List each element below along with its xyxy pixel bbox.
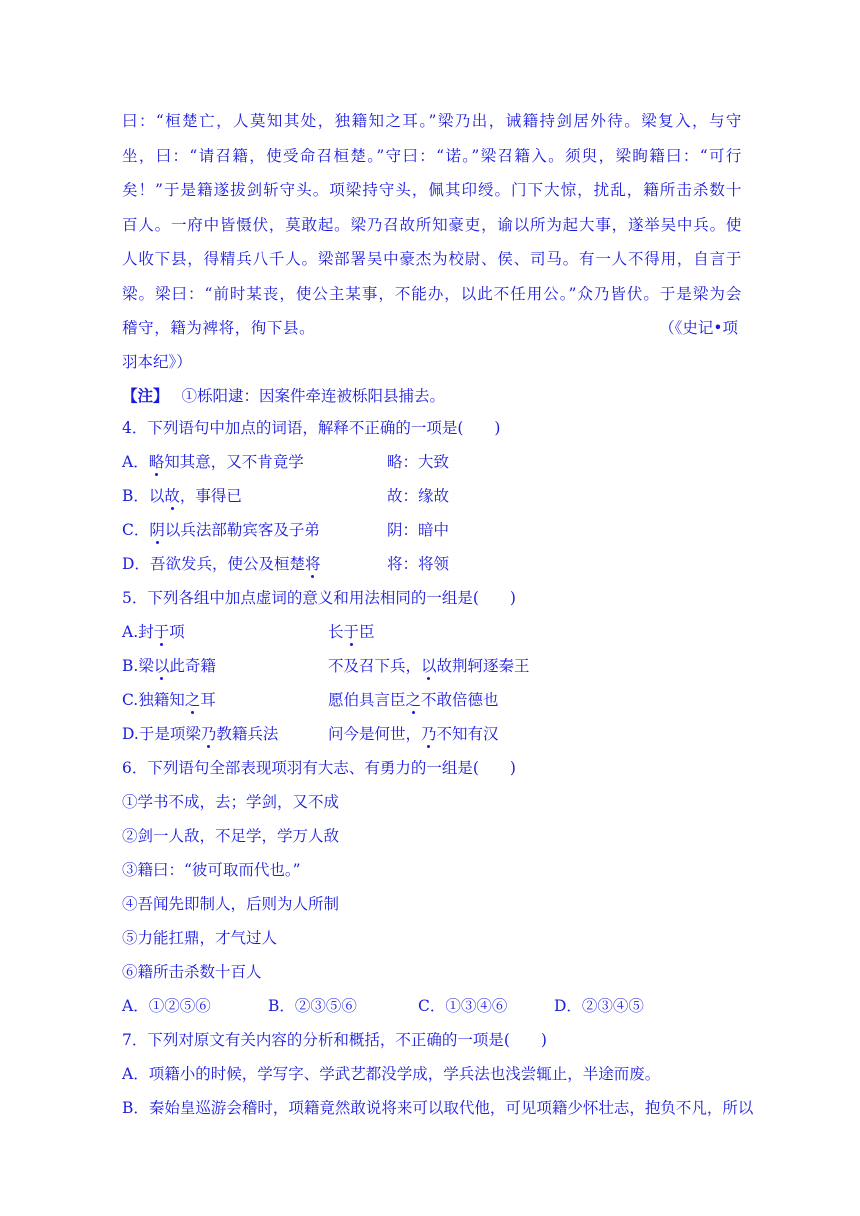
question-4-option-d	[122, 552, 450, 574]
option-text: 以兵法部勒宾客及子弟	[164, 521, 320, 539]
option-compare	[328, 722, 499, 744]
option-letter: B.	[122, 657, 139, 675]
dotted-word: 将	[304, 555, 321, 573]
question-5-option-c	[122, 688, 499, 710]
option-text: 长	[328, 623, 344, 641]
option-gloss: 阴：暗中	[387, 521, 450, 539]
question-6-item: ④吾闻先即制人，后则为人所制	[122, 895, 340, 913]
question-6-stem: 6．下列语句全部表现项羽有大志、有勇力的一组是( )	[122, 759, 516, 777]
question-6-item: ②剑一人敌，不足学，学万人敌	[122, 827, 340, 845]
question-4-option-a	[122, 450, 450, 472]
option-gloss: 略：大致	[387, 453, 450, 471]
question-5-stem: 5．下列各组中加点虚词的意义和用法相同的一组是( )	[122, 589, 516, 607]
option-text: 不敢倍德也	[421, 691, 499, 709]
option-letter: D．	[122, 555, 150, 573]
dotted-word: 阴	[149, 521, 165, 539]
option-text: 项	[169, 623, 185, 641]
question-6-item: ①学书不成，去；学剑，又不成	[122, 793, 340, 811]
dotted-word: 以	[421, 657, 437, 675]
option-text: 以	[148, 487, 165, 505]
question-5-option-a	[122, 620, 375, 642]
question-6-item: ③籍曰：“彼可取而代也。”	[122, 861, 301, 879]
option-letter: C.	[122, 691, 139, 709]
dotted-word: 以	[153, 657, 170, 675]
question-5-option-d	[122, 722, 499, 744]
dotted-word: 于	[343, 623, 360, 641]
option-text: 此奇籍	[169, 657, 216, 675]
option-letter: A.	[122, 623, 139, 641]
dotted-word: 之	[184, 691, 201, 709]
choice-d: D．②③④⑤	[554, 997, 644, 1015]
annotation-note	[122, 384, 445, 406]
source-citation-line2: 羽本纪》）	[122, 353, 192, 371]
dotted-word: 故	[164, 487, 180, 505]
question-4-option-b	[122, 484, 450, 506]
option-letter: A．	[122, 453, 149, 471]
option-compare	[328, 688, 499, 710]
question-6-item: ⑤力能扛鼎，才气过人	[122, 929, 278, 947]
option-text: 愿伯具言臣	[328, 691, 406, 709]
option-text: 于是项梁	[138, 725, 201, 743]
question-7-option-b: B．秦始皇巡游会稽时，项籍竟然敢说将来可以取代他，可见项籍少怀壮志，抱负不凡，所以	[122, 1099, 754, 1117]
option-text: 不知有汉	[436, 725, 499, 743]
option-letter: C．	[122, 521, 150, 539]
option-text: 知其意，又不肯竟学	[164, 453, 304, 471]
choice-a: A．①②⑤⑥	[122, 997, 211, 1015]
option-text: 故荆轲逐秦王	[436, 657, 530, 675]
question-4-option-c	[122, 518, 450, 540]
note-tag: 【注】	[122, 386, 169, 405]
option-gloss: 将：将领	[387, 555, 450, 573]
passage-text: 曰：“桓楚亡，人莫知其处，独籍知之耳。”梁乃出，诫籍持剑居外待。梁复入，与守坐，曰：“请召籍，使受命召桓楚。”守曰：“诺。”梁召籍入。须臾，梁眴籍曰：“可行矣！”于是籍遂拔剑斩守头。项梁持守头，佩其印绶。门下大惊，扰乱，籍所击杀数十百人。一府中皆慑伏，莫敢起。梁乃召故所知豪吏，谕以所为起大事，遂举吴中兵。使人收下县，得精兵八千人。梁部署吴中豪杰为校尉、侯、司马。有一人不得用，自言于梁。梁曰：“前时某丧，使公主某事，不能办，以此不任用公。”众乃皆伏。于是梁为会稽守，籍为裨将，徇下县。	[122, 112, 742, 337]
choice-c: C．①③④⑥	[418, 997, 508, 1015]
question-5-option-b	[122, 654, 530, 676]
option-text: 教籍兵法	[216, 725, 279, 743]
question-7-stem: 7．下列对原文有关内容的分析和概括，不正确的一项是( )	[122, 1031, 547, 1049]
option-compare	[328, 654, 530, 676]
option-text: 耳	[200, 691, 216, 709]
dotted-word: 于	[153, 623, 170, 641]
dotted-word: 之	[405, 691, 422, 709]
option-text: 不及召下兵，	[328, 657, 422, 675]
option-text: ，事得已	[179, 487, 242, 505]
option-gloss: 故：缘故	[387, 487, 450, 505]
question-4-stem: 4．下列语句中加点的词语，解释不正确的一项是( )	[122, 419, 501, 437]
option-text: 吾欲发兵，使公及桓楚	[149, 555, 305, 573]
option-letter: D.	[122, 725, 139, 743]
choice-b: B．②③⑤⑥	[268, 997, 357, 1015]
option-text: 臣	[359, 623, 375, 641]
source-citation-line1: （《史记•项	[659, 319, 738, 337]
option-letter: B．	[122, 487, 149, 505]
question-6-item: ⑥籍所击杀数十百人	[122, 963, 262, 981]
dotted-word: 略	[148, 453, 165, 471]
question-7-option-a: A．项籍小的时候，学写字、学武艺都没学成，学兵法也浅尝辄止，半途而废。	[122, 1065, 661, 1083]
option-text: 问今是何世，	[328, 725, 422, 743]
note-text: ①栎阳逮：因案件牵连被栎阳县捕去。	[181, 387, 445, 405]
option-compare	[328, 620, 375, 642]
option-text: 封	[138, 623, 154, 641]
dotted-word: 乃	[421, 725, 437, 743]
dotted-word: 乃	[200, 725, 217, 743]
option-text: 独籍知	[138, 691, 185, 709]
option-text: 梁	[138, 657, 154, 675]
